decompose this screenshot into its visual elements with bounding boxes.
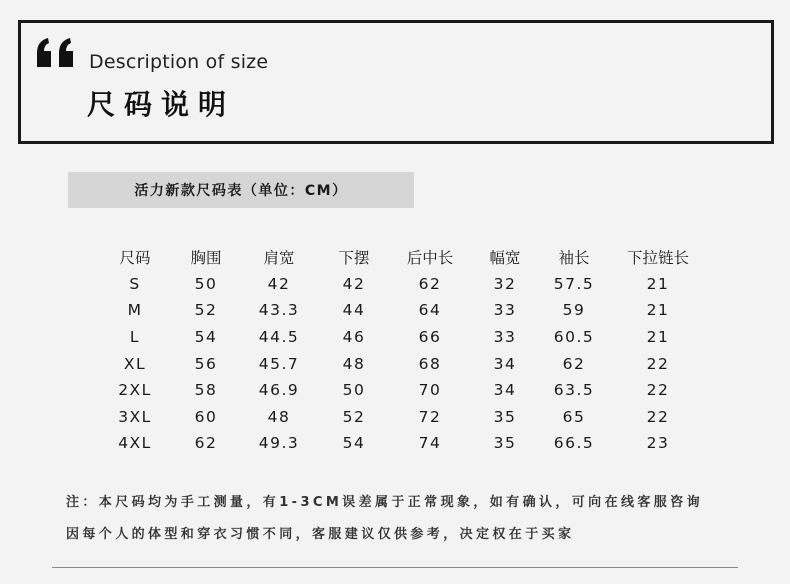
table-row (100, 271, 710, 298)
header-hem: 下摆 (338, 249, 370, 268)
size-description-header (18, 20, 774, 144)
table-cell: 59 (562, 301, 586, 320)
table-cell: 57.5 (553, 274, 595, 293)
header-width: 幅宽 (489, 249, 521, 268)
table-cell: 34 (493, 354, 517, 373)
table-cell: 22 (646, 407, 670, 426)
table-row (100, 297, 710, 324)
measurement-note (66, 487, 766, 551)
table-cell: 50 (194, 274, 218, 293)
table-cell: 21 (646, 274, 670, 293)
table-row (100, 377, 710, 404)
table-cell: 35 (493, 407, 517, 426)
table-cell: M (127, 301, 143, 320)
table-cell: 43.3 (258, 301, 300, 320)
table-cell: 33 (493, 301, 517, 320)
table-cell: 44.5 (258, 328, 300, 347)
table-cell: 62 (562, 354, 586, 373)
table-cell: 72 (418, 407, 442, 426)
table-cell: 33 (493, 328, 517, 347)
table-cell: 50 (342, 381, 366, 400)
table-cell: 62 (194, 434, 218, 453)
table-cell: 63.5 (553, 381, 595, 400)
table-cell: 4XL (118, 434, 152, 453)
table-cell: 3XL (118, 407, 152, 426)
table-cell: 54 (194, 328, 218, 347)
table-cell: 52 (342, 407, 366, 426)
header-back-length: 后中长 (406, 249, 454, 268)
bottom-divider (52, 567, 738, 568)
table-cell: 65 (562, 407, 586, 426)
table-header-row (100, 244, 710, 271)
table-cell: 46.9 (258, 381, 300, 400)
table-cell: 34 (493, 381, 517, 400)
header-en-title: Description of size (89, 51, 269, 73)
header-chest: 胸围 (190, 249, 222, 268)
table-cell: 35 (493, 434, 517, 453)
table-cell: 32 (493, 274, 517, 293)
table-cell: 21 (646, 301, 670, 320)
table-cell: 46 (342, 328, 366, 347)
table-cell: 44 (342, 301, 366, 320)
table-cell: 54 (342, 434, 366, 453)
table-cell: 66 (418, 328, 442, 347)
note-line-2: 因每个人的体型和穿衣习惯不同，客服建议仅供参考，决定权在于买家 (66, 527, 575, 542)
table-cell: 70 (418, 381, 442, 400)
table-cell: 42 (342, 274, 366, 293)
table-cell: 64 (418, 301, 442, 320)
table-cell: 52 (194, 301, 218, 320)
table-cell: 48 (342, 354, 366, 373)
table-cell: 60 (194, 407, 218, 426)
note-line-1: 注：本尺码均为手工测量，有1-3CM误差属于正常现象，如有确认，可向在线客服咨询 (66, 495, 703, 510)
table-cell: L (129, 328, 141, 347)
table-cell: 56 (194, 354, 218, 373)
table-cell: 74 (418, 434, 442, 453)
header-size: 尺码 (119, 249, 151, 268)
table-cell: 49.3 (258, 434, 300, 453)
header-shoulder: 肩宽 (263, 249, 295, 268)
header-zipper-length: 下拉链长 (626, 249, 689, 268)
size-table (100, 244, 710, 457)
table-cell: 48 (267, 407, 291, 426)
table-cell: 22 (646, 354, 670, 373)
table-row (100, 350, 710, 377)
table-row (100, 324, 710, 351)
table-cell: 45.7 (258, 354, 300, 373)
header-zh-title: 尺码说明 (87, 88, 236, 121)
quote-mark-icon (35, 37, 77, 69)
table-cell: 60.5 (553, 328, 595, 347)
table-row (100, 404, 710, 431)
table-cell: 58 (194, 381, 218, 400)
table-cell: S (129, 274, 141, 293)
header-sleeve: 袖长 (558, 249, 590, 268)
table-cell: 68 (418, 354, 442, 373)
table-cell: 62 (418, 274, 442, 293)
table-cell: XL (123, 354, 147, 373)
table-cell: 23 (646, 434, 670, 453)
table-cell: 66.5 (553, 434, 595, 453)
table-cell: 22 (646, 381, 670, 400)
size-table-title: 活力新款尺码表（单位：CM） (68, 172, 414, 208)
table-row (100, 430, 710, 457)
table-cell: 21 (646, 328, 670, 347)
table-cell: 2XL (118, 381, 152, 400)
table-cell: 42 (267, 274, 291, 293)
